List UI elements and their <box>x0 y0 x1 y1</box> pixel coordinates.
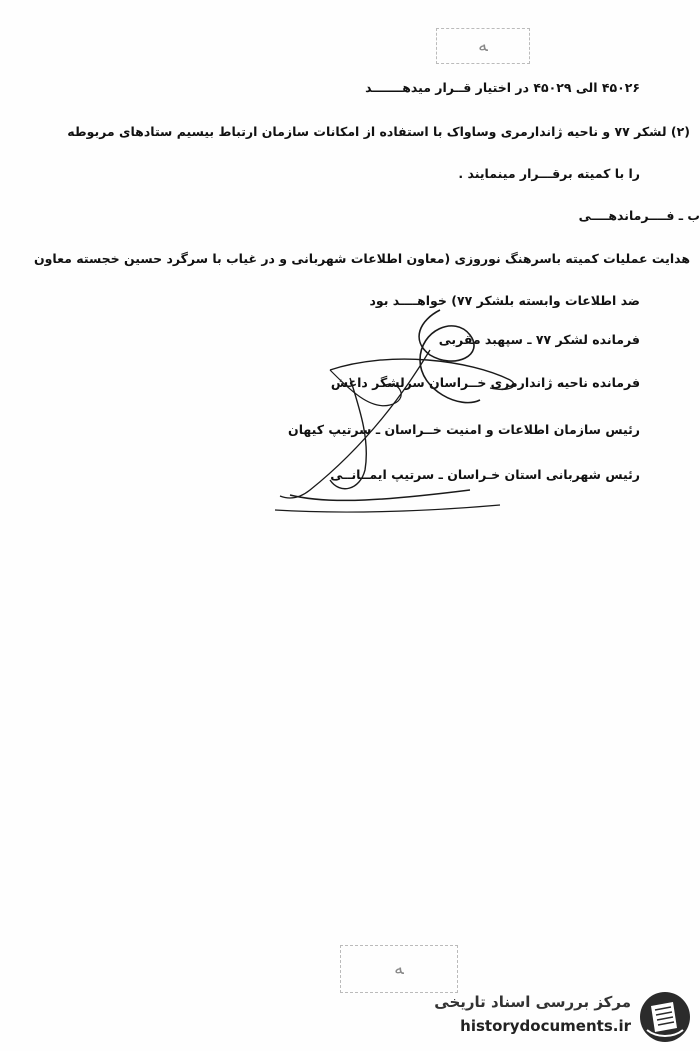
document-line-6: ضد اطلاعات وابسته بلشکر ۷۷) خواهــــد بود <box>369 293 640 308</box>
page-number-top: ﻪ <box>478 35 488 56</box>
watermark-title: مرکز بررسی اسناد تاریخی <box>434 993 631 1011</box>
archive-watermark <box>418 990 693 1045</box>
page-number-bottom: ﻪ <box>394 958 404 979</box>
archive-logo-icon <box>637 990 693 1044</box>
watermark-url: historydocuments.ir <box>460 1017 631 1035</box>
section-heading-command: ب ـ فــــرماندهــــی <box>578 208 700 223</box>
document-line-5: هدایت عملیات کمیته باسرهنگ نوروزی (معاون اطلاعات شهربانی و در غیاب با سرگرد حسین خجسته معاون <box>33 251 690 266</box>
document-line-2: (۲) لشکر ۷۷ و ناحیه ژاندارمری وساواک با استفاده از امکانات سازمان ارتباط بیسیم ستادهای مربوطه <box>67 124 690 139</box>
document-line-3: را با کمیته برقـــرار مینمایند . <box>458 166 640 181</box>
document-line-1: ۴۵۰۲۶ الی ۴۵۰۲۹ در اختیار قــرار میدهـــــــد <box>365 80 640 95</box>
commander-line-2: فرمانده ناحیه ژاندارمری خــراسان سرلشگر داعش <box>330 375 640 390</box>
commander-line-4: رئیس شهربانی استان خـراسان ـ سرتیپ ایمــانــی <box>330 467 640 482</box>
page-number-stamp-top <box>436 28 530 64</box>
commander-line-3: رئیس سازمان اطلاعات و امنیت خــراسان ـ سرتیپ کیهان <box>288 422 640 437</box>
page-number-stamp-bottom <box>340 945 458 993</box>
commander-line-1: فرمانده لشکر ۷۷ ـ سپهبد مقربی <box>438 332 640 347</box>
handwritten-signature-icon <box>270 300 530 520</box>
